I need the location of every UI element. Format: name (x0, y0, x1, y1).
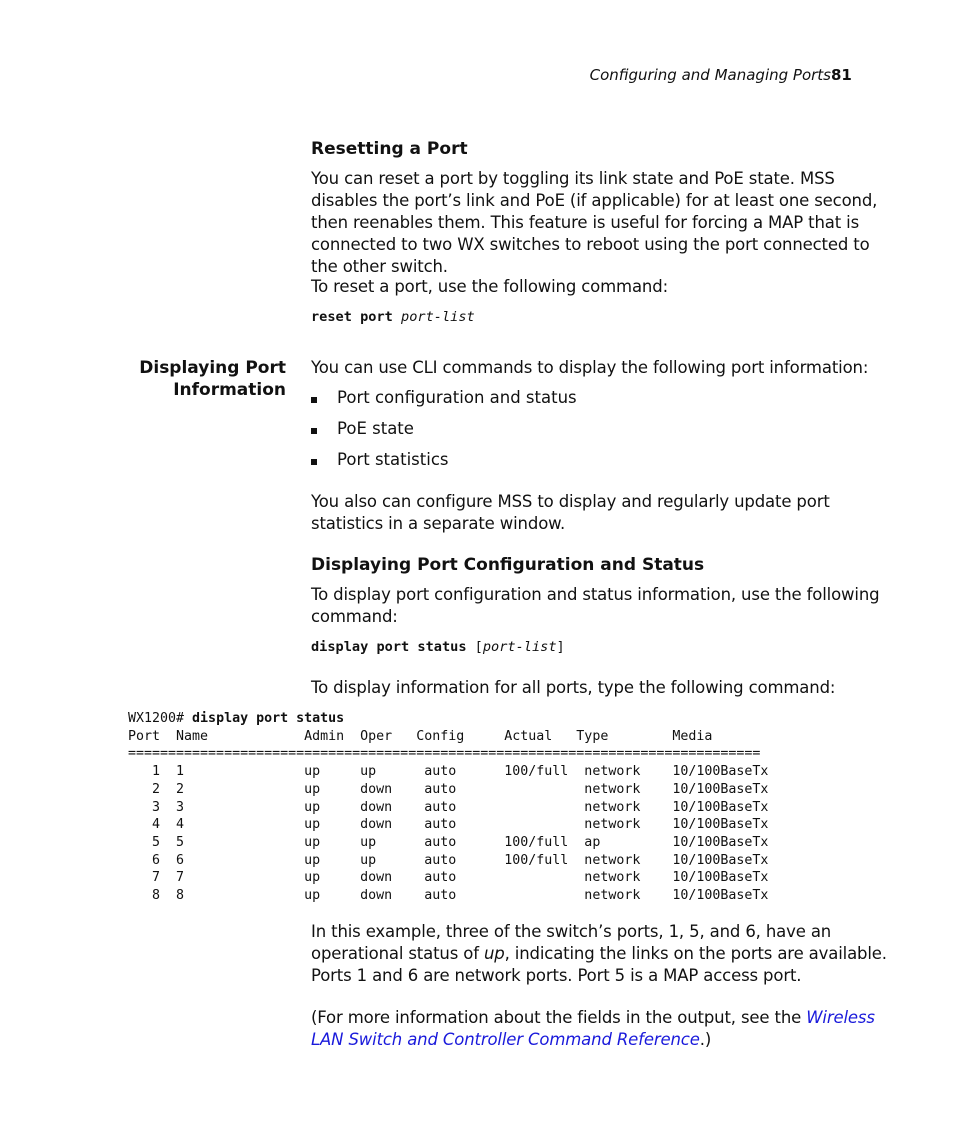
terminal-header-row: Port Name Admin Oper Config Actual Type Media (128, 728, 713, 744)
bullet-text: Port configuration and status (337, 388, 577, 407)
status-command-bracket-close: ] (556, 639, 565, 655)
page-number: 81 (831, 66, 852, 84)
reset-command-arg: port-list (401, 309, 475, 325)
example-explanation (311, 921, 896, 987)
section-heading-port-config-status: Displaying Port Configuration and Status (311, 555, 705, 575)
status-command-keyword: display port status (311, 639, 467, 655)
status-command (311, 639, 565, 655)
reset-command (311, 309, 475, 325)
all-ports-intro: To display information for all ports, type the following command: (311, 678, 836, 697)
reference-close: .) (699, 1030, 712, 1049)
reset-description: You can reset a port by toggling its link state and PoE state. MSS disables the port’s link and PoE (if applicable) for at least one second, then reenables them. This feature is useful for forcing a MAP that is connected to two WX switches to reboot using the port connected to the other switch. (311, 169, 878, 276)
terminal-row: 3 3 up down auto network 10/100BaseTx (128, 799, 769, 815)
example-text-part1: In this example, three of the switch’s ports, 1, 5, and 6, have an operational status of (311, 922, 832, 963)
terminal-row: 8 8 up down auto network 10/100BaseTx (128, 888, 769, 904)
reset-command-intro: To reset a port, use the following command: (311, 277, 668, 296)
terminal-row: 7 7 up down auto network 10/100BaseTx (128, 870, 769, 886)
terminal-output (128, 710, 768, 905)
reference-open: (For more information about the fields in the output, see the (311, 1008, 807, 1027)
example-text-part2: , indicating the links on the ports are available. Ports 1 and 6 are network ports. Port 5 is a MAP access port. (311, 944, 887, 985)
example-emphasis: up (483, 944, 505, 963)
display-intro: You can use CLI commands to display the following port information: (311, 358, 869, 377)
bullet-square-icon (311, 459, 317, 465)
terminal-prompt: WX1200# (128, 711, 193, 726)
reset-command-keyword: reset port (311, 309, 393, 325)
terminal-command: display port status (192, 711, 345, 726)
statistics-window-note: You also can configure MSS to display and regularly update port statistics in a separate window. (311, 492, 830, 533)
reference-note (311, 1007, 896, 1051)
side-heading-displaying-port-info (100, 357, 286, 401)
section-heading-resetting-port: Resetting a Port (311, 139, 468, 159)
bullet-text: Port statistics (337, 450, 449, 469)
side-heading-line2: Information (173, 380, 286, 400)
command-reference-link[interactable]: Wireless LAN Switch and Controller Command Reference (311, 1008, 875, 1049)
status-command-bracket-open: [ (466, 639, 483, 655)
terminal-row: 6 6 up up auto 100/full network 10/100BaseTx (128, 852, 769, 868)
status-command-arg: port-list (482, 639, 557, 655)
terminal-prompt-line (128, 710, 768, 728)
status-command-intro: To display port configuration and status information, use the following command: (311, 585, 880, 626)
side-heading-line1: Displaying Port (139, 358, 286, 378)
terminal-row: 2 2 up down auto network 10/100BaseTx (128, 781, 769, 797)
running-header-title: Configuring and Managing Ports (589, 66, 831, 84)
terminal-separator: =============================================================================== (128, 746, 761, 762)
terminal-row: 5 5 up up auto 100/full ap 10/100BaseTx (128, 834, 769, 850)
bullet-square-icon (311, 428, 317, 434)
bullet-square-icon (311, 397, 317, 403)
bullet-text: PoE state (337, 419, 414, 438)
terminal-row: 1 1 up up auto 100/full network 10/100BaseTx (128, 764, 769, 780)
terminal-row: 4 4 up down auto network 10/100BaseTx (128, 817, 769, 833)
